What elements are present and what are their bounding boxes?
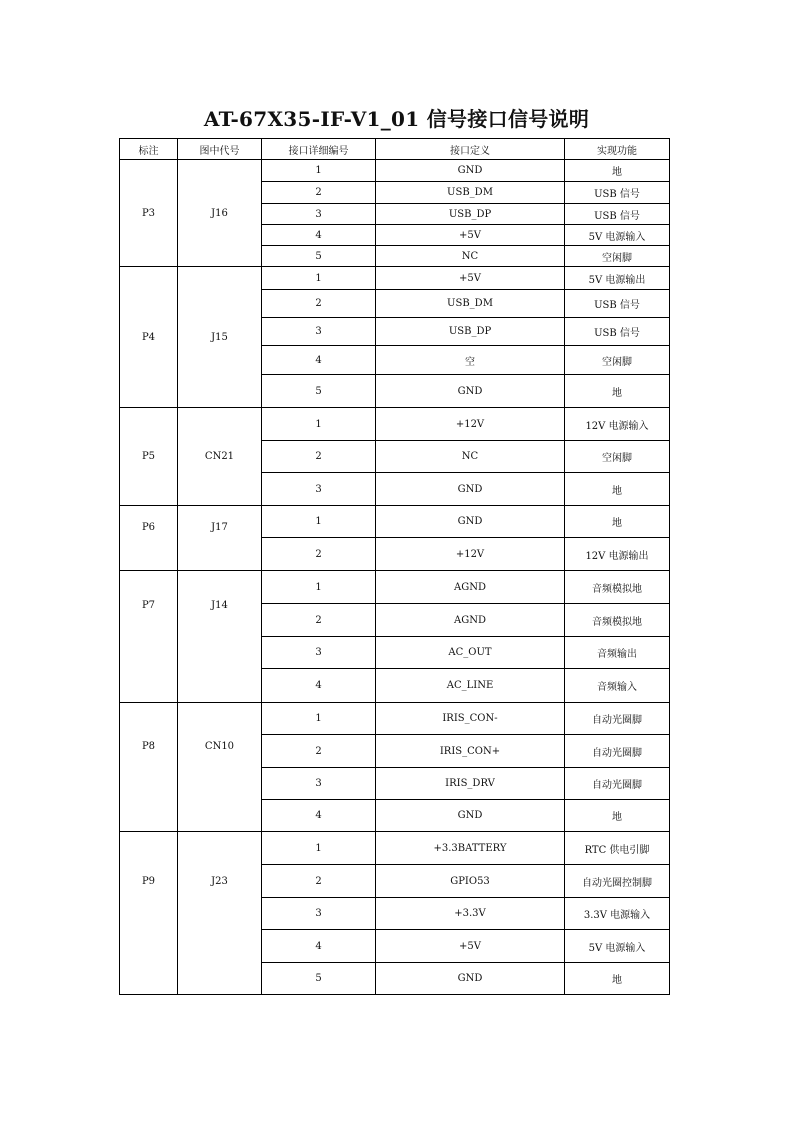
pin-function: 地 (565, 506, 670, 538)
table-row (120, 267, 670, 290)
header-definition: 接口定义 (376, 139, 565, 160)
pin-number: 1 (262, 832, 376, 865)
pin-definition: NC (376, 441, 565, 473)
pin-function: 地 (565, 375, 670, 408)
pin-function: USB 信号 (565, 290, 670, 318)
pin-definition: IRIS_CON- (376, 703, 565, 735)
pin-number: 2 (262, 865, 376, 898)
board-label: P6 (120, 506, 178, 571)
table-row (120, 506, 670, 538)
pin-definition: GPIO53 (376, 865, 565, 898)
pin-number: 4 (262, 930, 376, 963)
pin-definition: NC (376, 246, 565, 267)
pin-definition: +12V (376, 408, 565, 441)
pin-definition: +3.3V (376, 898, 565, 930)
pin-function: 空闲脚 (565, 246, 670, 267)
connector-code: J23 (178, 832, 262, 995)
pin-number: 3 (262, 204, 376, 225)
connector-code: CN21 (178, 408, 262, 506)
pin-definition: AGND (376, 571, 565, 604)
board-label: P8 (120, 703, 178, 832)
pin-number: 3 (262, 768, 376, 800)
connector-code: J14 (178, 571, 262, 703)
pin-function: 自动光圈脚 (565, 703, 670, 735)
pin-number: 3 (262, 318, 376, 346)
table-row (120, 160, 670, 182)
document-title: AT-67X35-IF-V1_01 信号接口信号说明 (203, 107, 590, 131)
board-label: P4 (120, 267, 178, 408)
board-label: P5 (120, 408, 178, 506)
pin-number: 3 (262, 473, 376, 506)
pin-function: 音频模拟地 (565, 571, 670, 604)
pin-number: 1 (262, 160, 376, 182)
pin-function: 12V 电源输出 (565, 538, 670, 571)
pin-definition: GND (376, 375, 565, 408)
pin-function: 3.3V 电源输入 (565, 898, 670, 930)
header-code: 图中代号 (178, 139, 262, 160)
pin-definition: GND (376, 473, 565, 506)
pin-function: USB 信号 (565, 182, 670, 204)
pin-definition: USB_DM (376, 290, 565, 318)
table-row (120, 832, 670, 865)
pin-number: 1 (262, 506, 376, 538)
pin-function: 5V 电源输入 (565, 225, 670, 246)
header-function: 实现功能 (565, 139, 670, 160)
pin-function: 5V 电源输入 (565, 930, 670, 963)
pin-function: 音频输出 (565, 637, 670, 669)
pin-function: 音频输入 (565, 669, 670, 703)
pin-definition: GND (376, 800, 565, 832)
pin-function: 12V 电源输入 (565, 408, 670, 441)
header-label: 标注 (120, 139, 178, 160)
pin-number: 5 (262, 246, 376, 267)
pin-number: 2 (262, 441, 376, 473)
pin-function: 自动光圈脚 (565, 768, 670, 800)
pin-number: 2 (262, 735, 376, 768)
pin-definition: AGND (376, 604, 565, 637)
pin-number: 5 (262, 375, 376, 408)
pin-definition: IRIS_DRV (376, 768, 565, 800)
header-pin-number: 接口详细编号 (262, 139, 376, 160)
pin-function: 空闲脚 (565, 441, 670, 473)
pin-definition: AC_OUT (376, 637, 565, 669)
pin-definition: USB_DP (376, 318, 565, 346)
pin-definition: +5V (376, 267, 565, 290)
pin-function: 地 (565, 963, 670, 995)
pin-number: 2 (262, 538, 376, 571)
pin-number: 1 (262, 267, 376, 290)
pin-number: 2 (262, 290, 376, 318)
pin-function: 地 (565, 160, 670, 182)
pin-number: 4 (262, 346, 376, 375)
pin-function: 自动光圈控制脚 (565, 865, 670, 898)
pin-definition: +5V (376, 225, 565, 246)
pin-function: 5V 电源输出 (565, 267, 670, 290)
pin-definition: +12V (376, 538, 565, 571)
pin-function: 空闲脚 (565, 346, 670, 375)
pin-number: 3 (262, 898, 376, 930)
pin-function: USB 信号 (565, 318, 670, 346)
pin-function: 自动光圈脚 (565, 735, 670, 768)
connector-code: J16 (178, 160, 262, 267)
table-row (120, 571, 670, 604)
connector-code: CN10 (178, 703, 262, 832)
connector-code: J15 (178, 267, 262, 408)
pin-number: 1 (262, 408, 376, 441)
pin-definition: IRIS_CON+ (376, 735, 565, 768)
pin-definition: USB_DP (376, 204, 565, 225)
board-label: P9 (120, 832, 178, 995)
pin-number: 2 (262, 182, 376, 204)
pin-definition: 空 (376, 346, 565, 375)
pin-number: 2 (262, 604, 376, 637)
board-label: P3 (120, 160, 178, 267)
pin-number: 1 (262, 571, 376, 604)
board-label: P7 (120, 571, 178, 703)
pin-function: 地 (565, 473, 670, 506)
pin-definition: GND (376, 506, 565, 538)
pin-function: 地 (565, 800, 670, 832)
pin-definition: USB_DM (376, 182, 565, 204)
pin-definition: GND (376, 160, 565, 182)
pin-number: 1 (262, 703, 376, 735)
pin-definition: GND (376, 963, 565, 995)
pin-definition: +3.3BATTERY (376, 832, 565, 865)
pin-function: RTC 供电引脚 (565, 832, 670, 865)
pin-number: 3 (262, 637, 376, 669)
pin-number: 4 (262, 669, 376, 703)
pin-function: USB 信号 (565, 204, 670, 225)
connector-code: J17 (178, 506, 262, 571)
table-header-row (120, 139, 670, 160)
pin-number: 4 (262, 225, 376, 246)
pin-number: 5 (262, 963, 376, 995)
pin-number: 4 (262, 800, 376, 832)
pin-definition: AC_LINE (376, 669, 565, 703)
table-row (120, 408, 670, 441)
pin-function: 音频模拟地 (565, 604, 670, 637)
signal-table (119, 138, 670, 995)
table-row (120, 703, 670, 735)
pin-definition: +5V (376, 930, 565, 963)
